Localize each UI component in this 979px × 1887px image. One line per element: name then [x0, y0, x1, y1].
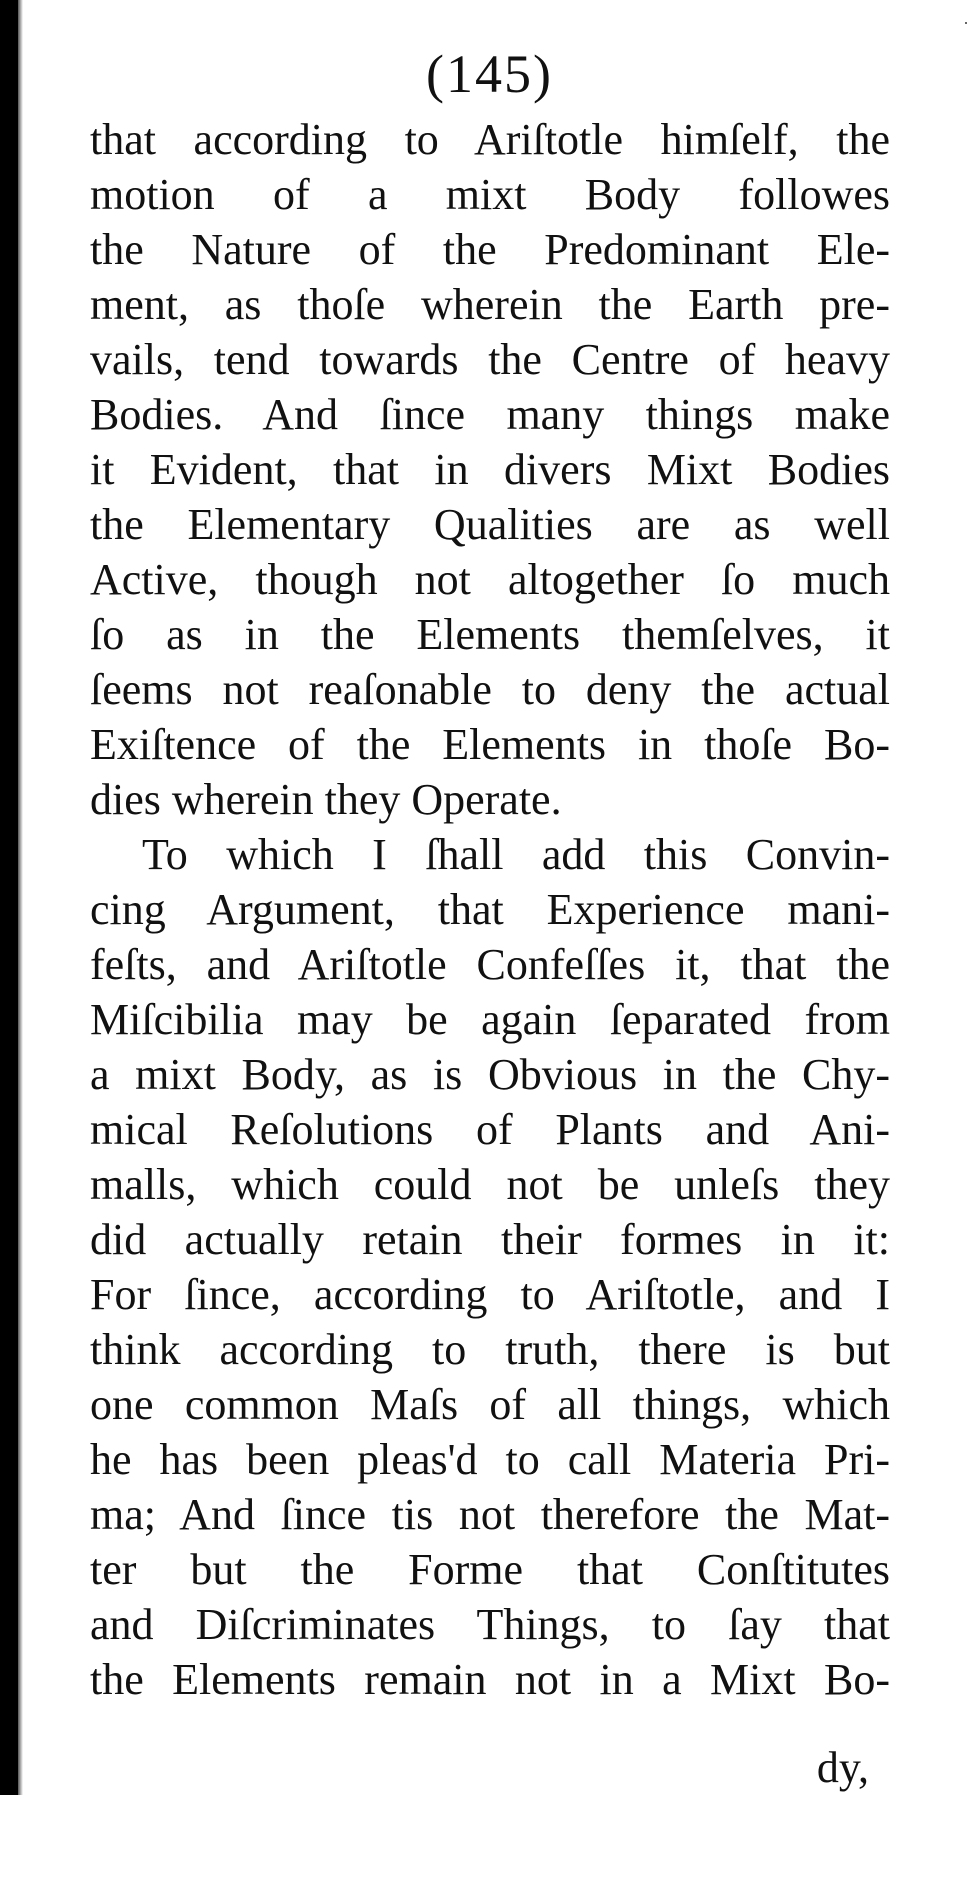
text-line: vails, tend towards the Centre of heavy [90, 335, 890, 384]
text-line: feſts, and Ariſtotle Confeſſes it, that the [90, 940, 890, 989]
paragraph-end-line: dies wherein they Operate. [90, 775, 562, 824]
text-line: mical Reſolutions of Plants and Ani- [90, 1105, 890, 1154]
binding-shadow [18, 0, 23, 1795]
text-line: ment, as thoſe wherein the Earth pre- [90, 280, 890, 329]
text-line: Bodies. And ſince many things make [90, 390, 890, 439]
text-block [90, 112, 890, 1707]
text-line: Miſcibilia may be again ſeparated from [90, 995, 890, 1044]
text-line: the Elementary Qualities are as well [90, 500, 890, 549]
text-line: Active, though not altogether ſo much [90, 555, 890, 604]
margin-speck [965, 22, 967, 24]
text-line: For ſince, according to Ariſtotle, and I [90, 1270, 890, 1319]
text-line: a mixt Body, as is Obvious in the Chy- [90, 1050, 890, 1099]
text-line: think according to truth, there is but [90, 1325, 890, 1374]
page-number: (145) [426, 44, 553, 104]
text-line: the Nature of the Predominant Ele- [90, 225, 890, 274]
binding-edge [0, 0, 18, 1795]
text-line: ſeems not reaſonable to deny the actual [90, 665, 890, 714]
text-line: Exiſtence of the Elements in thoſe Bo- [90, 720, 890, 769]
text-line: that according to Ariſtotle himſelf, the [90, 115, 890, 164]
text-line: ſo as in the Elements themſelves, it [90, 610, 890, 659]
text-line: ter but the Forme that Conſtitutes [90, 1545, 890, 1594]
text-line: it Evident, that in divers Mixt Bodies [90, 445, 890, 494]
paragraph-start-line: To which I ſhall add this Convin- [142, 830, 890, 879]
text-line: he has been pleas'd to call Materia Pri- [90, 1435, 890, 1484]
text-line: motion of a mixt Body followes [90, 170, 890, 219]
text-line: cing Argument, that Experience mani- [90, 885, 890, 934]
text-line: the Elements remain not in a Mixt Bo- [90, 1655, 890, 1704]
text-line: did actually retain their formes in it: [90, 1215, 890, 1264]
text-line: ma; And ſince tis not therefore the Mat- [90, 1490, 890, 1539]
text-line: malls, which could not be unleſs they [90, 1160, 890, 1209]
text-line: one common Maſs of all things, which [90, 1380, 890, 1429]
text-line: and Diſcriminates Things, to ſay that [90, 1600, 890, 1649]
catchword: dy, [816, 1743, 869, 1792]
